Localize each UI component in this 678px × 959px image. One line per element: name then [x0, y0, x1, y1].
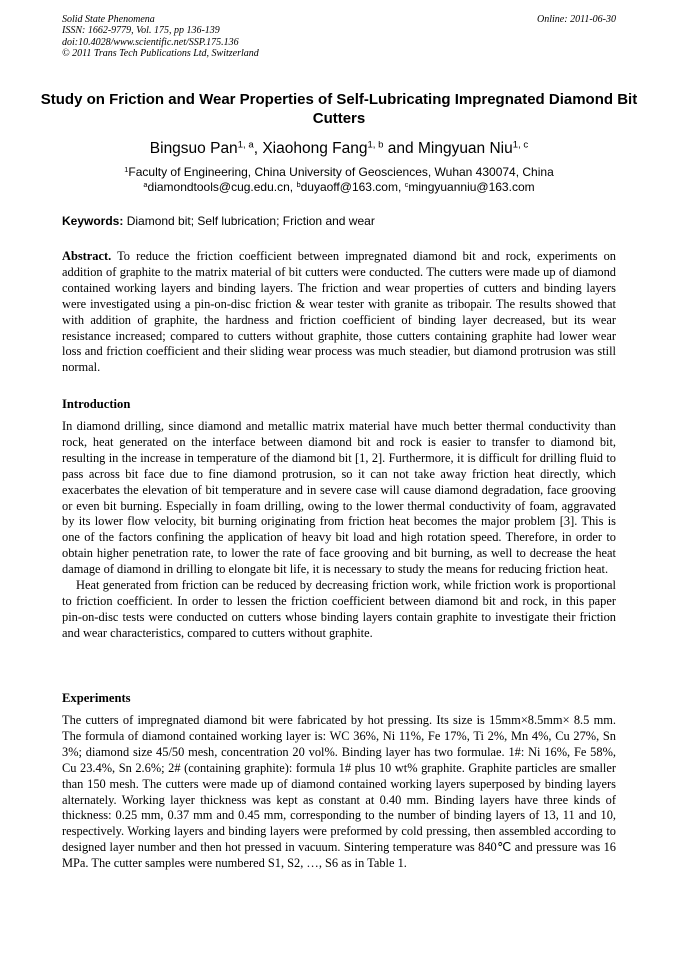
author-name: Xiaohong Fang: [262, 140, 368, 157]
keywords-label: Keywords:: [62, 214, 124, 228]
doi-line: doi:10.4028/www.scientific.net/SSP.175.136: [62, 36, 239, 48]
author-separator: ,: [253, 140, 263, 157]
introduction-paragraph: In diamond drilling, since diamond and metallic matrix material have much better thermal conductivity than rock, heat generated on the interface between diamond bit and rock is easier to transfer to diamond bit, resulting in the increase in temperature of the diamond bit [1, 2]. Furthermore, it is difficult for drilling fluid to pass across bit face due to fine diamond protrusion, so it can not take away friction heat directly, which exacerbates the elevation of bit temperature and in severe case will cause diamond degradation, face grooving or even bit burning. Especially in foam drilling, owing to the lower thermal conductivity of foam, aggravated by its lower flow velocity, bit burning originating from friction heat becomes the major problem [3]. This is one of the factors confining the application of heavy bit load and high rotation speed. Therefore, in order to obtain higher penetration rate, to lower the rate of face grooving and bit burning, as well to decrease the heat damage of diamond in drilling to elongate bit life, it is necessary to study the means for reducing friction heat.: [62, 419, 616, 577]
introduction-paragraph: Heat generated from friction can be reduced by decreasing friction work, while friction work is proportional to friction coefficient. In order to lessen the friction coefficient between diamond bit and rock, in this paper pin-on-disc tests were conducted on cutters whose binding layers contain graphite to investigate their friction and wear characteristics, compared to cutters without graphite.: [62, 578, 616, 640]
author-affiliation-mark: 1, c: [512, 139, 529, 151]
email-address: diamondtools@cug.edu.cn,: [147, 180, 297, 194]
journal-header: [62, 14, 616, 60]
abstract-paragraph: [62, 249, 616, 376]
author-name: Mingyuan Niu: [417, 140, 513, 157]
affiliation-line: [40, 165, 638, 180]
journal-name: Solid State Phenomena: [62, 14, 155, 25]
affiliation-mark: 1: [124, 164, 129, 174]
affiliation-block: [40, 165, 638, 195]
email-address: mingyuanniu@163.com: [408, 180, 535, 194]
email-line: [40, 180, 638, 195]
abstract-label: Abstract.: [62, 249, 112, 263]
copyright-line: © 2011 Trans Tech Publications Ltd, Switzerland: [62, 48, 259, 60]
experiments-paragraph: The cutters of impregnated diamond bit were fabricated by hot pressing. Its size is 15mm×8.5mm× 8.5 mm. The formula of diamond contained working layer is: WC 36%, Ni 11%, Fe 17%, Ti 2%, Mn 4%, Cu 27%, Sn 3%; diamond size 45/50 mesh, concentration 20 vol%. Binding layer has two formulae. 1#: Ni 16%, Fe 58%, Cu 23.4%, Sn 2.6%; 2# (containing graphite): formula 1# plus 10 wt% graphite. Graphite particles are smaller than 150 mesh. The cutters were made up of diamond contained working layers superposed by binding layers alternately. Working layer thickness was kept as constant at 0.40 mm. Binding layers have three kinds of thickness: 0.25 mm, 0.37 mm and 0.45 mm, corresponding to the number of binding layers of 13, 11 and 10, respectively. Working layers and binding layers were preformed by cold pressing, then assembled according to designed layer number and then hot pressed in vacuum. Sintering temperature was 840℃ and pressure was 16 MPa. The cutter samples were numbered S1, S2, …, S6 as in Table 1.: [62, 713, 616, 871]
author-affiliation-mark: 1, b: [367, 139, 384, 151]
introduction-body: [62, 419, 616, 642]
online-date: Online: 2011-06-30: [537, 14, 616, 25]
keywords-text: Diamond bit; Self lubrication; Friction and wear: [123, 214, 375, 228]
issn-line: ISSN: 1662-9779, Vol. 175, pp 136-139: [62, 25, 220, 37]
abstract-text: To reduce the friction coefficient between impregnated diamond bit and rock, experiments on addition of graphite to the matrix material of bit cutters were conducted. The cutters were made up of diamond contained working layers and binding layers. The friction and wear properties of cutters and binding layers were investigated using a pin-on-disc friction & wear tester with granite as tribopair. The results showed that with addition of graphite, the hardness and friction coefficient of binding layer decreased, but its wear resistance increased; compared to cutters without graphite, those cutters containing graphite had lower wear loss and friction coefficient and their sliding wear process was much steadier, but diamond protrusion was still normal.: [62, 249, 616, 375]
email-mark: c: [404, 179, 409, 189]
email-address: duyaoff@163.com,: [300, 180, 405, 194]
author-affiliation-mark: 1, a: [237, 139, 254, 151]
author-list: [40, 139, 638, 159]
paper-title: Study on Friction and Wear Properties of Self-Lubricating Impregnated Diamond Bit Cutters: [40, 91, 638, 127]
author-name: Bingsuo Pan: [149, 140, 238, 157]
affiliation-text: Faculty of Engineering, China University of Geosciences, Wuhan 430074, China: [128, 165, 554, 179]
author-separator: and: [383, 140, 418, 157]
keywords-line: [62, 214, 616, 229]
experiments-heading: Experiments: [62, 691, 131, 705]
email-mark: a: [143, 179, 148, 189]
introduction-heading: Introduction: [62, 397, 131, 411]
email-mark: b: [296, 179, 301, 189]
